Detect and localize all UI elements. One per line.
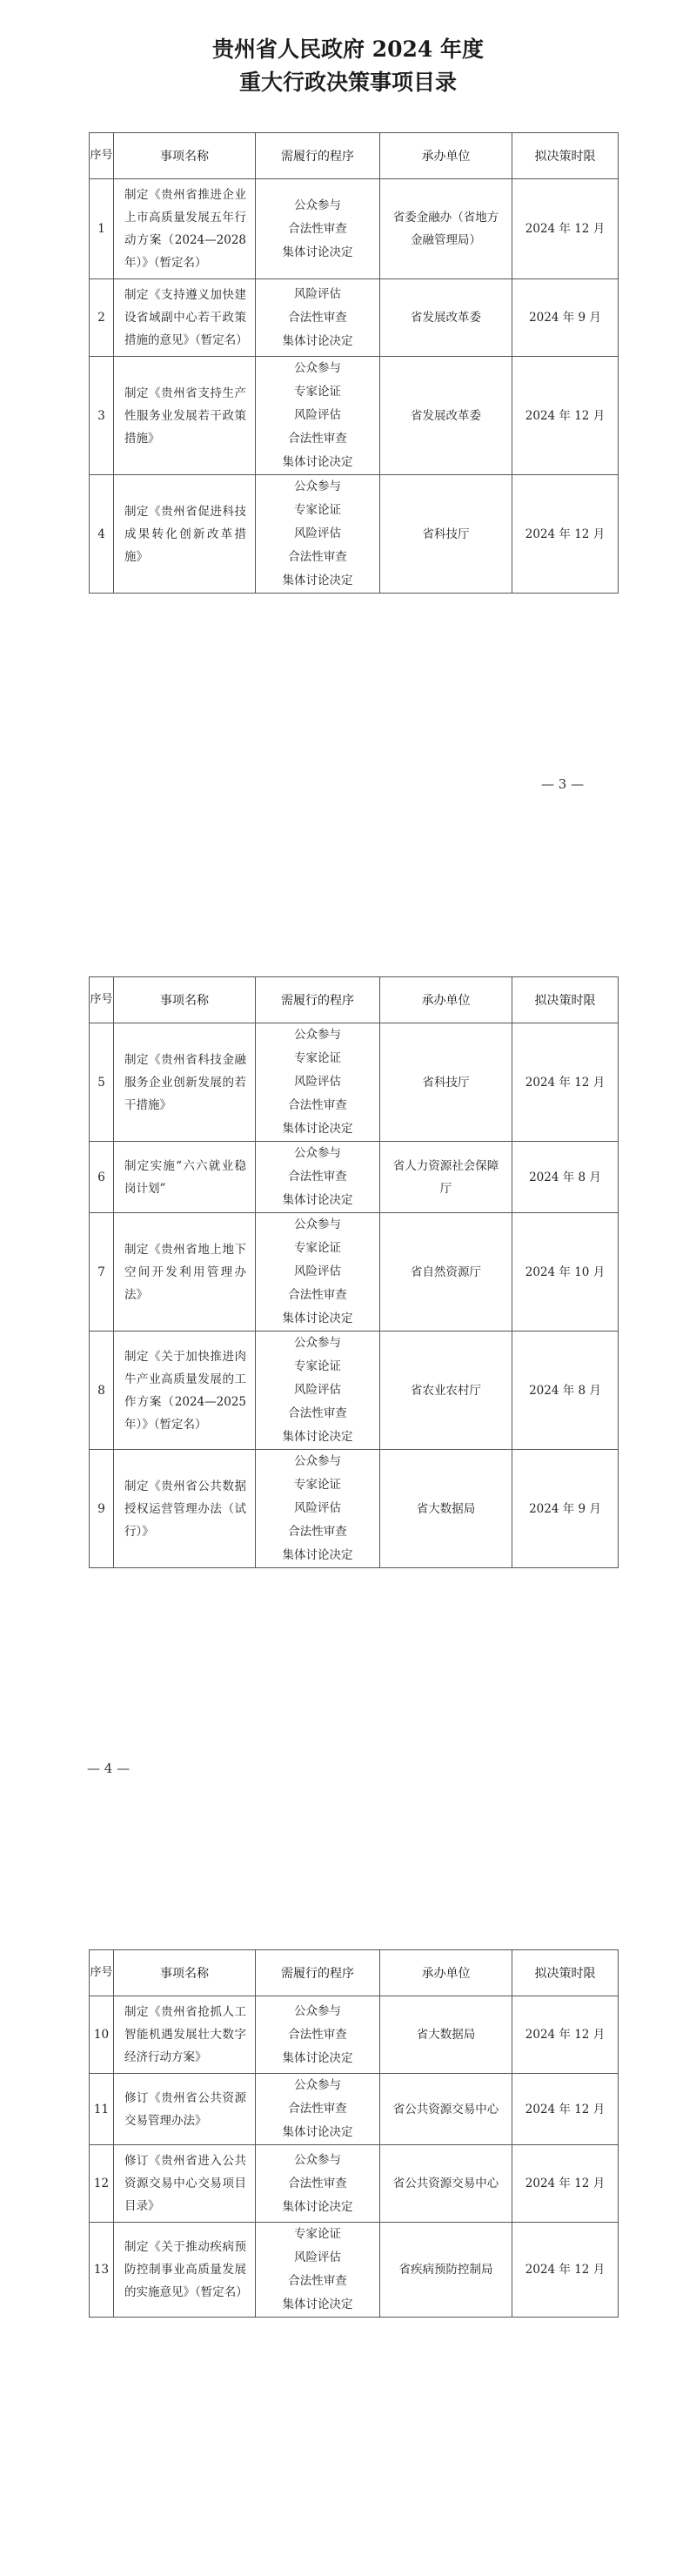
item-name: 制定《贵州省支持生产性服务业发展若干政策措施》 (114, 357, 256, 475)
table-row (90, 2145, 619, 2223)
procedure-cell: 公众参与 专家论证 风险评估 合法性审查 集体讨论决定 (256, 475, 380, 594)
responsible-unit: 省自然资源厅 (380, 1213, 512, 1332)
header-time: 拟决策时限 (512, 133, 619, 179)
page-number: — 4 — (87, 1761, 130, 1776)
row-number: 11 (90, 2074, 114, 2145)
table-row (90, 179, 619, 279)
responsible-unit: 省疾病预防控制局 (380, 2223, 512, 2318)
responsible-unit: 省委金融办（省地方金融管理局） (380, 179, 512, 279)
responsible-unit: 省发展改革委 (380, 357, 512, 475)
item-name: 制定《贵州省科技金融服务企业创新发展的若干措施》 (114, 1023, 256, 1142)
decision-deadline: 2024 年 12 月 (512, 357, 619, 475)
item-name: 制定《关于加快推进肉牛产业高质量发展的工作方案（2024—2025年）》（暂定名） (114, 1332, 256, 1450)
decision-deadline: 2024 年 8 月 (512, 1332, 619, 1450)
page-number: — 3 — (541, 776, 585, 792)
procedure-cell: 专家论证 风险评估 合法性审查 集体讨论决定 (256, 2223, 380, 2318)
table-row (90, 279, 619, 357)
item-name: 制定《贵州省地上地下空间开发利用管理办法》 (114, 1213, 256, 1332)
item-name: 制定《贵州省抢抓人工智能机遇发展壮大数字经济行动方案》 (114, 1996, 256, 2074)
table-row (90, 357, 619, 475)
header-unit: 承办单位 (380, 133, 512, 179)
row-number: 1 (90, 179, 114, 279)
procedure-cell: 公众参与 专家论证 风险评估 合法性审查 集体讨论决定 (256, 1332, 380, 1450)
row-number: 4 (90, 475, 114, 594)
header-name: 事项名称 (114, 977, 256, 1023)
procedure-cell: 公众参与 合法性审查 集体讨论决定 (256, 1996, 380, 2074)
item-name: 修订《贵州省公共资源交易管理办法》 (114, 2074, 256, 2145)
row-number: 9 (90, 1450, 114, 1568)
item-name: 制定《贵州省促进科技成果转化创新改革措施》 (114, 475, 256, 594)
row-number: 6 (90, 1142, 114, 1213)
header-procedure: 需履行的程序 (256, 1950, 380, 1996)
header-unit: 承办单位 (380, 1950, 512, 1996)
row-number: 10 (90, 1996, 114, 2074)
table-row (90, 475, 619, 594)
header-name: 事项名称 (114, 1950, 256, 1996)
table-header-row (90, 977, 619, 1023)
procedure-cell: 公众参与 合法性审查 集体讨论决定 (256, 2074, 380, 2145)
table-header-row (90, 1950, 619, 1996)
row-number: 8 (90, 1332, 114, 1450)
item-name: 制定实施“六六就业稳岗计划” (114, 1142, 256, 1213)
row-number: 12 (90, 2145, 114, 2223)
header-time: 拟决策时限 (512, 1950, 619, 1996)
item-name: 制定《贵州省推进企业上市高质量发展五年行动方案（2024—2028年）》（暂定名） (114, 179, 256, 279)
procedure-cell: 公众参与 合法性审查 集体讨论决定 (256, 1142, 380, 1213)
document-title-line2: 重大行政决策事项目录 (238, 70, 457, 95)
header-time: 拟决策时限 (512, 977, 619, 1023)
header-procedure: 需履行的程序 (256, 977, 380, 1023)
decision-deadline: 2024 年 12 月 (512, 179, 619, 279)
header-seq: 序号 (90, 133, 114, 179)
item-name: 制定《支持遵义加快建设省域副中心若干政策措施的意见》（暂定名） (114, 279, 256, 357)
decision-deadline: 2024 年 12 月 (512, 2074, 619, 2145)
responsible-unit: 省大数据局 (380, 1996, 512, 2074)
row-number: 7 (90, 1213, 114, 1332)
responsible-unit: 省农业农村厅 (380, 1332, 512, 1450)
responsible-unit: 省公共资源交易中心 (380, 2145, 512, 2223)
item-name: 制定《关于推动疾病预防控制事业高质量发展的实施意见》（暂定名） (114, 2223, 256, 2318)
table-row (90, 1996, 619, 2074)
table-row (90, 2074, 619, 2145)
header-seq: 序号 (90, 977, 114, 1023)
table-row (90, 1332, 619, 1450)
table-row (90, 2223, 619, 2318)
decision-deadline: 2024 年 12 月 (512, 475, 619, 594)
table-row (90, 1213, 619, 1332)
header-name: 事项名称 (114, 133, 256, 179)
table-header-row (90, 133, 619, 179)
responsible-unit: 省公共资源交易中心 (380, 2074, 512, 2145)
row-number: 5 (90, 1023, 114, 1142)
decision-deadline: 2024 年 12 月 (512, 1996, 619, 2074)
responsible-unit: 省大数据局 (380, 1450, 512, 1568)
procedure-cell: 公众参与 合法性审查 集体讨论决定 (256, 179, 380, 279)
table-row (90, 1142, 619, 1213)
responsible-unit: 省科技厅 (380, 475, 512, 594)
procedure-cell: 风险评估 合法性审查 集体讨论决定 (256, 279, 380, 357)
decision-table-page-1 (89, 132, 619, 594)
decision-table-page-3 (89, 1949, 619, 2318)
responsible-unit: 省发展改革委 (380, 279, 512, 357)
table-row (90, 1450, 619, 1568)
document-title-line1: 贵州省人民政府 2024 年度 (212, 37, 484, 62)
decision-deadline: 2024 年 10 月 (512, 1213, 619, 1332)
decision-deadline: 2024 年 12 月 (512, 2223, 619, 2318)
procedure-cell: 公众参与 专家论证 风险评估 合法性审查 集体讨论决定 (256, 1450, 380, 1568)
procedure-cell: 公众参与 合法性审查 集体讨论决定 (256, 2145, 380, 2223)
decision-deadline: 2024 年 12 月 (512, 1023, 619, 1142)
procedure-cell: 公众参与 专家论证 风险评估 合法性审查 集体讨论决定 (256, 1213, 380, 1332)
decision-table-page-2 (89, 976, 619, 1568)
item-name: 修订《贵州省进入公共资源交易中心交易项目目录》 (114, 2145, 256, 2223)
header-unit: 承办单位 (380, 977, 512, 1023)
decision-deadline: 2024 年 12 月 (512, 2145, 619, 2223)
procedure-cell: 公众参与 专家论证 风险评估 合法性审查 集体讨论决定 (256, 357, 380, 475)
row-number: 3 (90, 357, 114, 475)
decision-deadline: 2024 年 9 月 (512, 279, 619, 357)
row-number: 13 (90, 2223, 114, 2318)
procedure-cell: 公众参与 专家论证 风险评估 合法性审查 集体讨论决定 (256, 1023, 380, 1142)
header-procedure: 需履行的程序 (256, 133, 380, 179)
row-number: 2 (90, 279, 114, 357)
header-seq: 序号 (90, 1950, 114, 1996)
responsible-unit: 省科技厅 (380, 1023, 512, 1142)
decision-deadline: 2024 年 9 月 (512, 1450, 619, 1568)
decision-deadline: 2024 年 8 月 (512, 1142, 619, 1213)
table-row (90, 1023, 619, 1142)
item-name: 制定《贵州省公共数据授权运营管理办法（试行）》 (114, 1450, 256, 1568)
responsible-unit: 省人力资源社会保障厅 (380, 1142, 512, 1213)
